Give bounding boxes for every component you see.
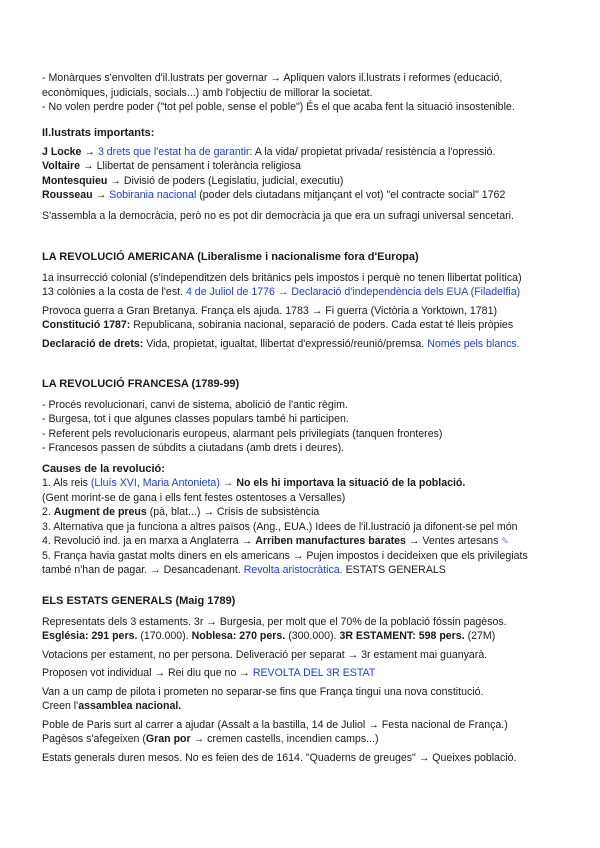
constitucio-label: Constitució 1787: [42,319,131,331]
illustrats-heading: Il.lustrats importants: [42,127,155,139]
noblesa-label: Noblesa: 270 pers. [191,630,286,642]
americana-line-2-link: 4 de Juliol de 1776 → Declaració d'independència dels EUA (Filadelfia) [185,286,521,298]
cause-1-pre: 1. Als reis [42,477,88,489]
locke-text: A la vida/ propietat privada/ resistència a l'opressió. [254,145,496,158]
constitucio-text: Republicana, sobirania nacional, separació de poders. Cada estat té lleis pròpies [133,319,514,331]
voltaire-text: → Llibertat de pensament i tolerància religiosa [83,160,301,172]
estats-p4-line-2 [42,699,562,714]
estats-p3 [42,666,562,681]
cause-4-after: → Ventes artesans [408,535,499,547]
americana-section [42,250,562,351]
rousseau-link: Sobirania nacional [109,189,197,201]
cause-2-pre: 2. [42,506,51,518]
estats-p5-line-2 [42,732,562,747]
cause-1-bold: No els hi importava la situació de la població. [236,477,466,489]
constitucio-line [42,318,562,333]
francesa-item: - Francesos passen de súbdits a ciutadans (amb drets i deures). [42,442,345,454]
cause-1-link: (Lluís XVI, Maria Antonieta) → [90,477,234,489]
tercer-value: (27M) [467,630,496,642]
rousseau-name: Rousseau [42,189,93,201]
locke-line [42,145,562,160]
drets-text: Vida, propietat, igualtat, llibertat d'expressió/reunió/premsa. [146,337,425,350]
esglesia-label: Església: 291 pers. [42,630,138,642]
drets-line [42,337,562,352]
causes-heading: Causes de la revolució: [42,462,165,475]
francesa-heading: LA REVOLUCIÓ FRANCESA (1789-99) [42,378,240,390]
estats-p1-line-2 [42,629,562,644]
montesquieu-text: → Divisió de poders (Legislatiu, judicial, executiu) [110,174,344,187]
voltaire-name: Voltaire [42,160,81,172]
intro-line-2: - No volen perdre poder ("tot pel poble, sense el poble") És el que acaba fent la situació insostenible. [42,101,515,113]
americana-line-2 [42,285,562,300]
voltaire-line [42,159,562,174]
cause-3: 3. Alternativa que ja funciona a altres països (Ang., EUA.) Idees de l'il.lustració ja difonent-se pel món [42,520,518,533]
estats-p5-bold: Gran por [145,733,191,745]
cause-2-bold: Augment de preus [53,506,147,518]
democracy-note: S'assembla a la democràcia, però no es pot dir democràcia ja que era un sufragi universal sencetari. [42,209,514,222]
noblesa-value: (300.000). [288,630,337,642]
cause-5-tail: ESTATS GENERALS [345,564,446,576]
francesa-item: - Burgesa, tot i que algunes classes populars també hi participen. [42,413,349,425]
americana-line-2-text: 13 colònies a la costa de l'est. [42,286,184,298]
americana-line-1: 1a insurrecció colonial (s'independitzen dels britànics pels impostos i perquè no tenen llibertat política) [42,271,522,284]
francesa-item: - Procés revolucionari, canvi de sistema, abolició de l'antic règim. [42,398,348,411]
drets-link: Només pels blancs. [427,337,520,350]
illustrats-section [42,126,562,223]
estats-p3-link: REVOLTA DEL 3R ESTAT [252,667,376,679]
estats-section [42,594,562,765]
rousseau-line [42,188,562,203]
pen-mark-icon: ✎ [501,536,509,546]
estats-p5-line-1: Poble de Paris surt al carrer a ajudar (Assalt a la bastilla, 14 de Juliol → Festa nacional de França.) [42,718,508,731]
estats-p2: Votacions per estament, no per persona. Deliveració per separat → 3r estament mai guanyarà. [42,648,488,661]
tercer-label: 3R ESTAMENT: 598 pers. [339,630,465,642]
cause-5-line-2 [42,563,562,578]
cause-2-text: (pà, blat...) → Crisis de subsistència [149,506,320,518]
estats-heading: ELS ESTATS GENERALS (Maig 1789) [42,595,236,607]
cause-1-sub: (Gent morint-se de gana i ells fent festes ostentoses a Versalles) [42,491,346,504]
americana-line-3: Provoca guerra a Gran Bretanya. França els ajuda. 1783 → Fi guerra (Victòria a Yorktown, 1781) [42,304,497,317]
cause-5-link: Revolta aristocràtica. [243,564,343,576]
estats-p6: Estats generals duren mesos. No es feien des de 1614. "Quaderns de greuges" → Queixes població. [42,751,517,764]
rousseau-text: (poder dels ciutadans mitjançant el vot) "el contracte social" 1762 [199,189,506,201]
intro-line-1: - Monàrques s'envolten d'il.lustrats per governar → Apliquen valors il.lustrats i reformes (educació, econòmiques, judicials, socials...) amb l'objectiu de millorar la societat. [42,72,503,99]
cause-4-text: 4. Revolució ind. ja en marxa a Anglaterra → [42,535,253,547]
drets-label: Declaració de drets: [42,337,144,350]
locke-arrow: → [84,145,95,158]
francesa-section [42,377,562,578]
estats-p5-tail: → cremen castells, incendien camps...) [193,733,379,745]
cause-4 [42,534,562,549]
francesa-item: - Referent pels revolucionaris europeus, alarmant pels privilegiats (tanquen fronteres) [42,427,443,440]
cause-4-bold: Arriben manufactures barates [255,535,406,547]
cause-5-line-1: 5. França havia gastat molts diners en els americans → Pujen impostos i decideixen que els privilegiats [42,549,528,562]
montesquieu-name: Montesquieu [42,174,108,187]
estats-p4-text: Creen l' [42,700,79,712]
estats-p4-line-1: Van a un camp de pilota i prometen no separar-se fins que França tingui una nova constitució. [42,685,484,698]
estats-p1-line-1: Representats dels 3 estaments. 3r → Burgesia, per molt que el 70% de la població fóssin pagèsos. [42,615,507,628]
estats-p3-text: Proposen vot individual → Rei diu que no → [42,667,250,679]
locke-name: J Locke [42,145,82,158]
estats-p5-text: Pagèsos s'afegeixen ( [42,733,146,745]
esglesia-value: (170.000). [140,630,189,642]
americana-heading: LA REVOLUCIÓ AMERICANA (Liberalisme i nacionalisme fora d'Europa) [42,251,419,263]
intro-section [42,71,562,115]
montesquieu-line [42,174,562,189]
cause-1 [42,476,562,491]
locke-link: 3 drets que l'estat ha de garantir: [97,145,253,158]
cause-2 [42,505,562,520]
rousseau-arrow: → [95,189,107,201]
cause-5-text: també n'han de pagar. → Desancadenant. [42,564,241,576]
estats-p4-bold: assamblea nacional. [78,700,182,712]
